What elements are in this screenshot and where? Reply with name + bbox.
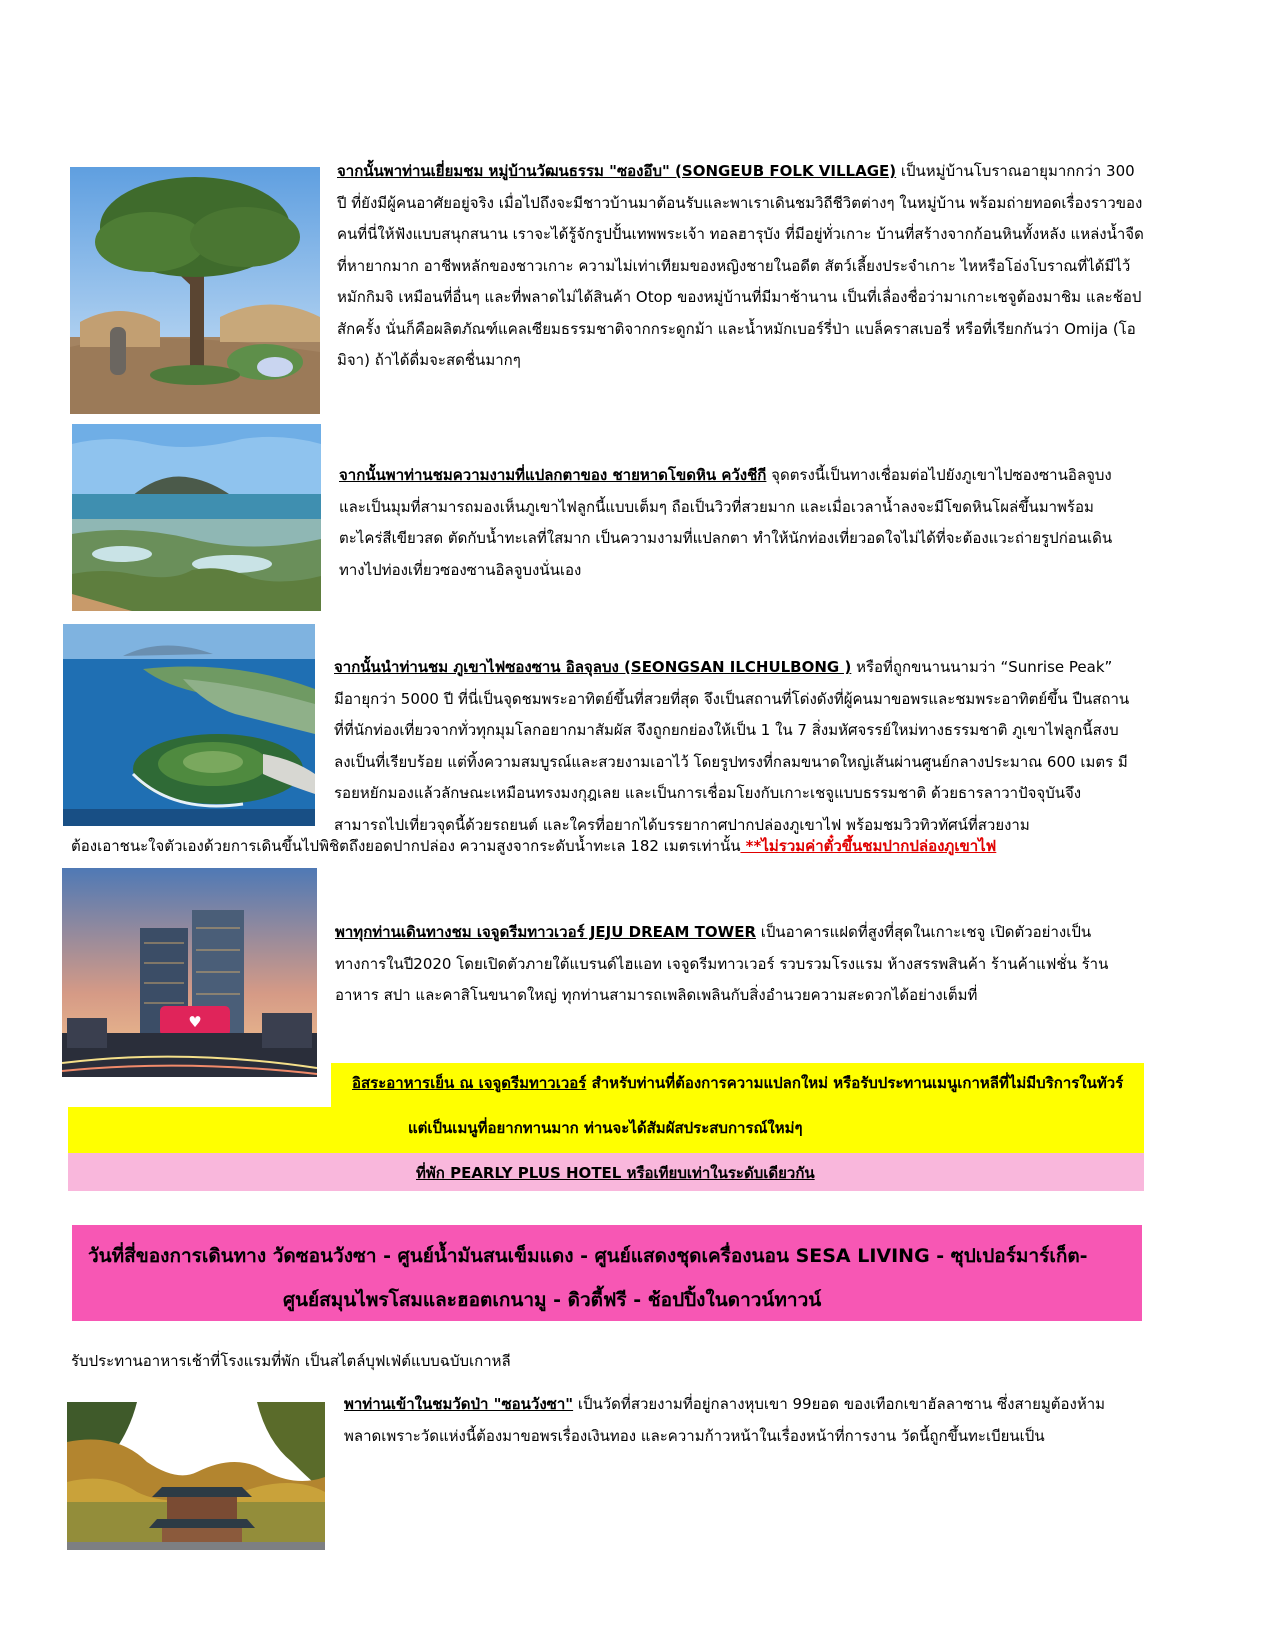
folk-village-heading: จากนั้นพาท่านเยี่ยมชม หมู่บ้านวัฒนธรรม "ซองอึบ" (SONGEUB FOLK VILLAGE)	[337, 162, 897, 180]
seongsan-tail: ต้องเอาชนะใจตัวเองด้วยการเดินขึ้นไปพิชิตถึงยอดปากปล่อง ความสูงจากระดับน้ำทะเล 182 เมตรเท่านั้น	[71, 837, 741, 855]
dinner-heading: อิสระอาหารเย็น ณ เจจูดรีมทาวเวอร์	[352, 1074, 587, 1092]
rocky-beach-heading: จากนั้นพาท่านชมความงามที่แปลกตาของ ชายหาดโขดหิน ควังชีกี	[339, 466, 767, 484]
rocky-beach-paragraph	[339, 460, 1137, 586]
folk-village-photo	[70, 167, 320, 414]
dream-tower-heading: พาทุกท่านเดินทางชม เจจูดรีมทาวเวอร์ JEJU DREAM TOWER	[335, 923, 756, 941]
hotel-text: ที่พัก PEARLY PLUS HOTEL หรือเทียบเท่าในระดับเดียวกัน	[416, 1164, 815, 1182]
day-four-title-line-2: ศูนย์สมุนไพรโสมและฮอตเกนามู - ดิวตี้ฟรี - ช้อปปิ้งในดาวน์ทาวน์	[283, 1289, 822, 1311]
temple-heading: พาท่านเข้าในชมวัดป่า "ซอนวังซา"	[344, 1395, 574, 1413]
dream-tower-photo	[62, 868, 317, 1077]
temple-description: เป็นวัดที่สวยงามที่อยู่กลางหุบเขา 99ยอด ของเทือกเขาฮัลลาซาน ซึ่งสายมูต้องห้ามพลาดเพราะวัดแห่งนี้ต้องมาขอพรเรื่องเงินทอง และความก้าวหน้าในเรื่องหน้าที่การงาน วัดนี้ถูกขึ้นทะเบียนเป็น	[344, 1395, 1106, 1445]
dinner-line-1	[352, 1071, 1123, 1095]
volcano-fee-note: **ไม่รวมค่าตั๋วขึ้นชมปากปล่องภูเขาไฟ	[740, 837, 997, 855]
temple-paragraph	[344, 1389, 1134, 1452]
rocky-beach-photo	[72, 424, 321, 611]
folk-village-description: เป็นหมู่บ้านโบราณอายุมากกว่า 300 ปี ที่ยังมีผู้คนอาศัยอยู่จริง เมื่อไปถึงจะมีชาวบ้านมาต้อนรับและพาเราเดินชมวิถีชีวิตต่างๆ ในหมู่บ้าน พร้อมถ่ายทอดเรื่องราวของคนที่นี่ให้ฟังแบบสนุกสนาน เราจะได้รู้จักรูปปั้นเทพพระเจ้า ทอลฮารุบัง ที่มีอยู่ทั่วเกาะ บ้านที่สร้างจากก้อนหินทั้งหลัง แหล่งน้ำจืดที่หายากมาก อาชีพหลักของชาวเกาะ ความไม่เท่าเทียมของหญิงชายในอดีต สัตว์เลี้ยงประจำเกาะ ไหหรือโอ่งโบราณที่ได้มีไว้หมักกิมจิ เหมือนที่อื่นๆ และที่พลาดไม่ได้สินค้า Otop ของหมู่บ้านที่มีมาช้านาน เป็นที่เลื่องชื่อว่ามาเกาะเชจูต้องมาชิม และช้อปสักครั้ง นั่นก็คือผลิตภัณฑ์แคลเซียมธรรมชาติจากกระดูกม้า และน้ำหมักเบอร์รี่ป่า แบล็คราสเบอรี่ หรือที่เรียกกันว่า Omija (โอมิจา) ถ้าได้ดื่มจะสดชื่นมากๆ	[337, 162, 1144, 369]
temple-photo	[67, 1402, 325, 1550]
seongsan-tail-paragraph	[71, 831, 1151, 863]
seongsan-paragraph	[334, 652, 1134, 841]
dream-tower-description: เป็นอาคารแฝดที่สูงที่สุดในเกาะเชจู เปิดตัวอย่างเป็นทางการในปี2020 โดยเปิดตัวภายใต้แบรนด์ไฮแอท เจจูดรีมทาวเวอร์ รวบรวมโรงแรม ห้างสรรพสินค้า ร้านค้าแฟชั่น ร้านอาหาร สปา และคาสิโนขนาดใหญ่ ทุกท่านสามารถเพลิดเพลินกับสิ่งอำนวยความสะดวกได้อย่างเต็มที่	[335, 923, 1109, 1004]
dinner-line-2: แต่เป็นเมนูที่อยากทานมาก ท่านจะได้สัมผัสประสบการณ์ใหม่ๆ	[408, 1119, 803, 1137]
rocky-beach-description: จุดตรงนี้เป็นทางเชื่อมต่อไปยังภูเขาไปซองซานอิลจูบง และเป็นมุมที่สามารถมองเห็นภูเขาไฟลูกนี้แบบเต็มๆ ถือเป็นวิวที่สวยมาก และเมื่อเวลาน้ำลงจะมีโขดหินโผล่ขึ้นมาพร้อมตะไคร่สีเขียวสด ตัดกับน้ำทะเลที่ใสมาก เป็นความงามที่แปลกตา ทำให้นักท่องเที่ยวอดใจไม่ได้ที่จะต้องแวะถ่ายรูปก่อนเดินทางไปท่องเที่ยวซองซานอิลจูบงนั่นเอง	[339, 466, 1113, 579]
breakfast-text: รับประทานอาหารเช้าที่โรงแรมที่พัก เป็นสไตล์บุฟเฟ่ต์แบบฉบับเกาหลี	[71, 1352, 511, 1370]
svg-text:♥: ♥	[188, 1013, 202, 1031]
seongsan-volcano-photo	[63, 624, 315, 826]
day-four-title-line-1: วันที่สี่ของการเดินทาง วัดซอนวังซา - ศูนย์น้ำมันสนเข็มแดง - ศูนย์แสดงชุดเครื่องนอน SESA LIVING - ซุปเปอร์มาร์เก็ต-	[88, 1245, 1088, 1267]
dinner-description: สำหรับท่านที่ต้องการความแปลกใหม่ หรือรับประทานเมนูเกาหลีที่ไม่มีบริการในทัวร์	[586, 1074, 1124, 1092]
seongsan-description: หรือที่ถูกขนานนามว่า “Sunrise Peak” มีอายุกว่า 5000 ปี ที่นี่เป็นจุดชมพระอาทิตย์ขึ้นที่สวยที่สุด จึงเป็นสถานที่โด่งดังที่ผู้คนมาขอพรและชมพระอาทิตย์ขึ้น ปืนสถานที่ที่นักท่องเที่ยวจากทั่วทุกมุมโลกอยากมาสัมผัส จึงถูกยกย่องให้เป็น 1 ใน 7 สิ่งมหัศจรรย์ใหม่ทางธรรมชาติ ภูเขาไฟลูกนี้สงบลงเป็นที่เรียบร้อย แต่ทิ้งความสมบูรณ์และสวยงามเอาไว้ โดยรูปทรงที่กลมขนาดใหญ่เส้นผ่านศูนย์กลางประมาณ 600 เมตร มีรอยหยักมองแล้วลักษณะเหมือนทรงมงกุฎเลย และเป็นการเชื่อมโยงกับเกาะเชจูแบบธรรมชาติ ด้วยธารลาวาปัจจุบันจึงสามารถไปเที่ยวจุดนี้ด้วยรถยนต์ และใครที่อยากได้บรรยากาศปากปล่องภูเขาไฟ พร้อมชมวิวทิวทัศน์ที่สวยงาม	[334, 658, 1130, 834]
seongsan-heading: จากนั้นนำท่านชม ภูเขาไฟซองซาน อิลจุลบง (SEONGSAN ILCHULBONG )	[334, 658, 852, 676]
dream-tower-paragraph	[335, 917, 1135, 1012]
folk-village-paragraph	[337, 156, 1145, 377]
